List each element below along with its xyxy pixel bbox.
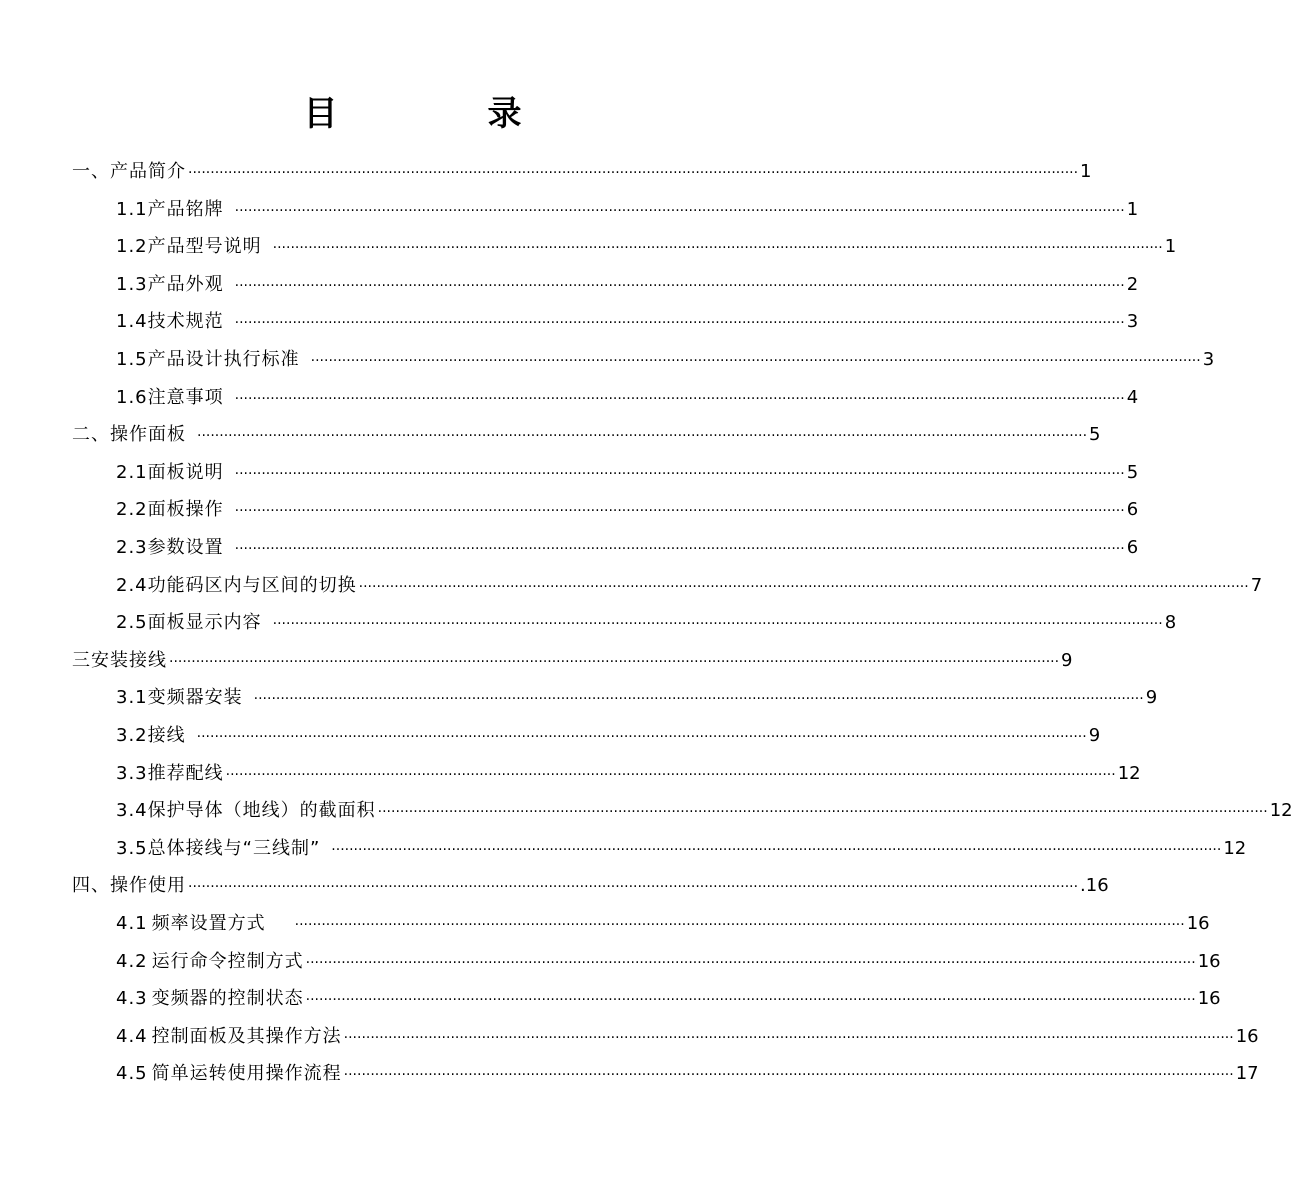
toc-leader-dots: ········································································································································································································ xyxy=(343,1067,1234,1084)
toc-entry[interactable] xyxy=(116,605,1177,641)
toc-entry[interactable] xyxy=(72,868,1109,904)
toc-entry-title: 面板显示内容 xyxy=(147,612,262,634)
toc-entry[interactable] xyxy=(116,944,1221,980)
toc-entry-title: 参数设置 xyxy=(147,537,224,558)
toc-entry[interactable] xyxy=(116,1019,1259,1055)
toc-entry-page: 1 xyxy=(1080,161,1092,182)
toc-entry[interactable] xyxy=(72,417,1101,453)
toc-entry[interactable] xyxy=(116,192,1139,228)
toc-leader-dots: ········································································································································································································ xyxy=(196,729,1087,745)
toc-leader-dots: ········································································································································································································ xyxy=(234,541,1125,557)
toc-entry-page: 17 xyxy=(1235,1063,1259,1085)
toc-entry[interactable] xyxy=(116,568,1263,604)
toc-entry[interactable] xyxy=(116,793,1293,829)
toc-entry-number: 1.6 xyxy=(116,386,148,408)
toc-leader-dots: ········································································································································································································ xyxy=(197,428,1088,445)
toc-entry[interactable] xyxy=(116,304,1139,340)
toc-leader-dots: ········································································································································································································ xyxy=(234,465,1125,482)
toc-entry-number: 1.1 xyxy=(116,198,148,220)
toc-entry-title: 变频器的控制状态 xyxy=(151,988,304,1010)
toc-entry-title: 变频器安装 xyxy=(147,687,243,709)
toc-entry-number: 2.2 xyxy=(116,499,148,521)
toc-entry-page: 1 xyxy=(1164,236,1177,258)
toc-leader-dots: ········································································································································································································ xyxy=(169,653,1060,670)
toc-entry-page: 5 xyxy=(1126,461,1139,483)
toc-leader-dots: ········································································································································································································ xyxy=(225,766,1116,783)
toc-entry-title: 操作面板 xyxy=(110,424,186,446)
toc-entry-number: 3.5 xyxy=(116,837,148,859)
toc-leader-dots: ········································································································································································································ xyxy=(377,804,1268,821)
toc-entry-number: 3.4 xyxy=(116,800,148,822)
toc-entry-number: 2.5 xyxy=(116,612,148,634)
toc-entry[interactable] xyxy=(116,718,1101,754)
toc-entry-number: 2.4 xyxy=(116,574,148,596)
toc-entry-page: 1 xyxy=(1126,198,1139,220)
toc-entry-title: 控制面板及其操作方法 xyxy=(151,1025,342,1047)
toc-entry-number: 3.3 xyxy=(116,762,148,784)
toc-entry-title: 注意事项 xyxy=(147,386,224,408)
toc-entry-title: 运行命令控制方式 xyxy=(151,950,304,972)
toc-entry-number: 1.2 xyxy=(116,236,148,258)
toc-entry-title: 接线 xyxy=(147,725,186,746)
toc-entry-page: 5 xyxy=(1089,424,1101,446)
toc-leader-dots: ········································································································································································································ xyxy=(234,315,1125,332)
toc-entry-number: 2.1 xyxy=(116,461,148,483)
toc-entry-page: 16 xyxy=(1197,950,1221,972)
toc-entry[interactable] xyxy=(72,154,1092,190)
toc-entry-number: 1.3 xyxy=(116,273,148,295)
toc-entry-page: 7 xyxy=(1250,574,1263,596)
toc-entry-page: 4 xyxy=(1126,386,1139,408)
toc-entry-page: 3 xyxy=(1126,311,1139,333)
toc-entry-title: 面板说明 xyxy=(147,461,224,483)
toc-entry[interactable] xyxy=(116,380,1139,416)
toc-entry-title: 推荐配线 xyxy=(147,762,224,784)
toc-entry-title: 技术规范 xyxy=(147,311,224,333)
toc-entry-number: 2.3 xyxy=(116,537,148,558)
toc-leader-dots: ········································································································································································································ xyxy=(294,917,1185,933)
toc-leader-dots: ········································································································································································································ xyxy=(358,578,1249,595)
toc-entry-title: 产品简介 xyxy=(110,161,186,182)
toc-entry-title: 产品铭牌 xyxy=(147,198,224,220)
toc-entry-number: 1.5 xyxy=(116,349,148,370)
toc-leader-dots: ········································································································································································································ xyxy=(343,1029,1234,1046)
toc-entry[interactable] xyxy=(116,530,1139,566)
toc-entry-title: 操作使用 xyxy=(110,875,186,897)
toc-entry-page: 6 xyxy=(1126,537,1139,558)
toc-entry-number: 三 xyxy=(72,649,91,671)
toc-entry-page: 12 xyxy=(1223,837,1247,859)
toc-entry[interactable] xyxy=(116,1056,1259,1092)
toc-entry[interactable] xyxy=(116,906,1210,942)
toc-leader-dots: ········································································································································································································ xyxy=(188,879,1079,896)
toc-entry-title: 安装接线 xyxy=(91,649,167,671)
toc-entry[interactable] xyxy=(116,492,1139,528)
toc-entry-number: 一、 xyxy=(72,161,110,182)
toc-leader-dots: ········································································································································································································ xyxy=(272,240,1163,257)
toc-entry-title: 产品设计执行标准 xyxy=(147,349,300,370)
toc-entry-title: 面板操作 xyxy=(147,499,224,521)
toc-leader-dots: ········································································································································································································ xyxy=(253,691,1144,708)
toc-leader-dots: ········································································································································································································ xyxy=(234,390,1125,407)
toc-entry-page: 9 xyxy=(1088,725,1101,746)
toc-entry[interactable] xyxy=(116,756,1141,792)
toc-entry-title: 功能码区内与区间的切换 xyxy=(147,574,357,596)
toc-entry-title: 保护导体（地线）的截面积 xyxy=(147,800,376,822)
toc-entry[interactable] xyxy=(116,342,1215,378)
toc-leader-dots: ········································································································································································································ xyxy=(188,165,1079,181)
toc-entry[interactable] xyxy=(116,680,1158,716)
toc-entry-page: 16 xyxy=(1197,988,1221,1010)
toc-entry-title: 简单运转使用操作流程 xyxy=(151,1063,342,1085)
toc-leader-dots: ········································································································································································································ xyxy=(305,954,1196,971)
toc-entry[interactable] xyxy=(116,981,1221,1017)
toc-entry-number: 3.1 xyxy=(116,687,148,709)
toc-entry-page: 12 xyxy=(1269,800,1293,822)
toc-leader-dots: ········································································································································································································ xyxy=(331,841,1222,858)
toc-entry-number: 四、 xyxy=(72,875,110,897)
toc-entry-number: 4.4 xyxy=(116,1025,148,1047)
toc-entry-page: 16 xyxy=(1235,1025,1259,1047)
toc-entry-number: 3.2 xyxy=(116,725,148,746)
toc-entry-number: 1.4 xyxy=(116,311,148,333)
page-title: 目 录 xyxy=(303,94,580,134)
toc-leader-dots: ········································································································································································································ xyxy=(272,616,1163,633)
toc-entry-page: 9 xyxy=(1061,649,1073,671)
toc-entry[interactable] xyxy=(116,267,1139,303)
toc-entry-title: 产品外观 xyxy=(147,273,224,295)
toc-entry[interactable] xyxy=(116,831,1247,867)
toc-entry[interactable] xyxy=(116,229,1177,265)
toc-leader-dots: ········································································································································································································ xyxy=(234,503,1125,520)
toc-leader-dots: ········································································································································································································ xyxy=(234,277,1125,294)
toc-entry-page: .16 xyxy=(1080,875,1109,897)
toc-entry-page: 3 xyxy=(1202,349,1215,370)
toc-entry-number: 二、 xyxy=(72,424,110,446)
toc-leader-dots: ········································································································································································································ xyxy=(310,353,1201,369)
toc-entry[interactable] xyxy=(116,455,1139,491)
toc-entry-number: 4.1 xyxy=(116,913,148,934)
toc-entry-number: 4.3 xyxy=(116,988,148,1010)
toc-entry-page: 8 xyxy=(1164,612,1177,634)
toc-entry-page: 12 xyxy=(1117,762,1141,784)
toc-entry-title: 总体接线与“三线制” xyxy=(147,837,321,859)
toc-leader-dots: ········································································································································································································ xyxy=(305,992,1196,1009)
toc-entry-number: 4.5 xyxy=(116,1063,148,1085)
toc-entry-page: 2 xyxy=(1126,273,1139,295)
toc-entry[interactable] xyxy=(72,643,1073,679)
toc-entry-title: 频率设置方式 xyxy=(151,913,266,934)
toc-entry-title: 产品型号说明 xyxy=(147,236,262,258)
toc-entry-page: 9 xyxy=(1145,687,1158,709)
toc-entry-number: 4.2 xyxy=(116,950,148,972)
toc-entry-page: 16 xyxy=(1186,913,1210,934)
toc-leader-dots: ········································································································································································································ xyxy=(234,202,1125,219)
toc-entry-page: 6 xyxy=(1126,499,1139,521)
